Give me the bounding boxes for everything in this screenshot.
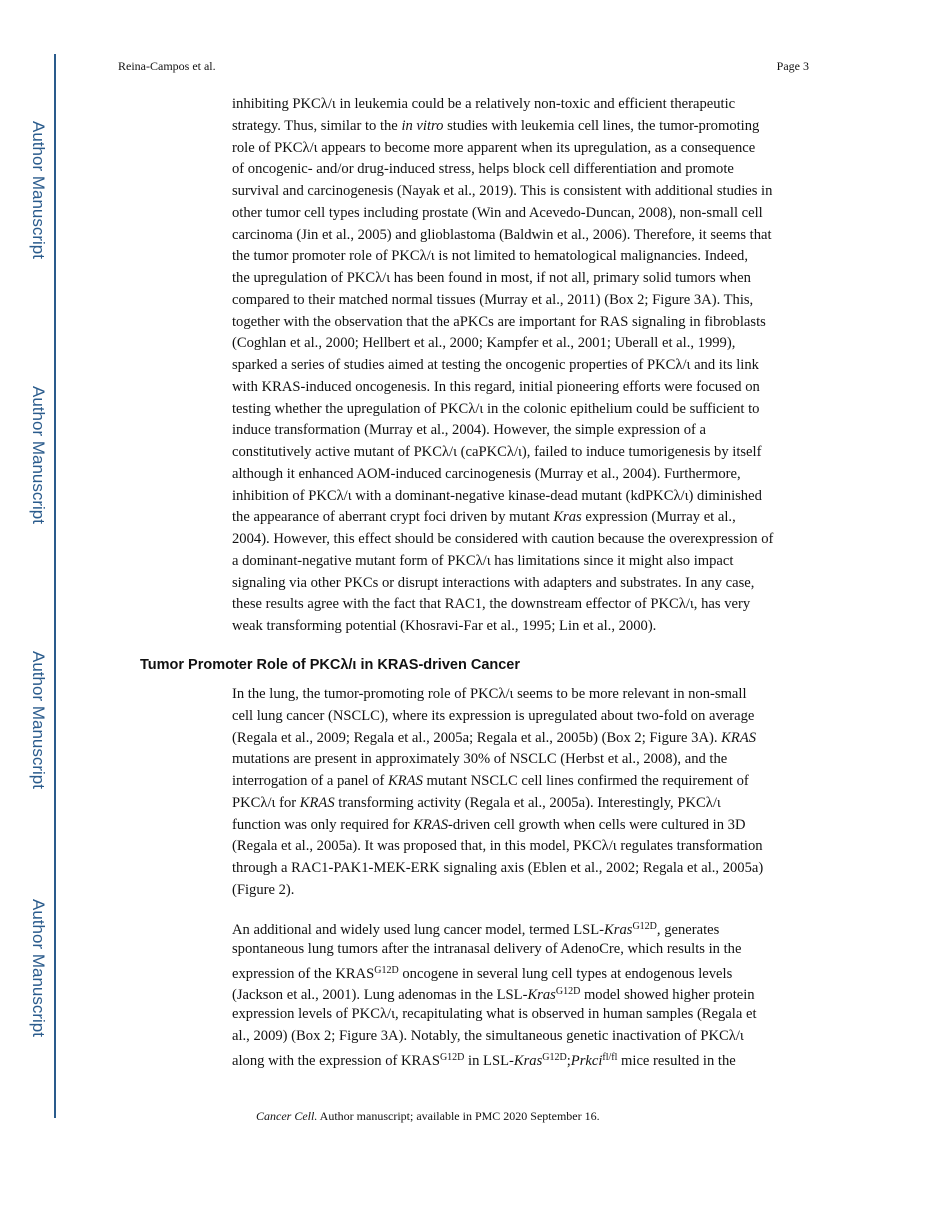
- text-segment: Kras: [553, 509, 582, 526]
- text-line: [232, 1005, 757, 1023]
- text-segment: mutations are present in approximately 30% of NSCLC (Herbst et al., 2008), and the: [232, 751, 728, 768]
- text-line: [232, 421, 706, 439]
- text-segment: G12D: [555, 986, 581, 998]
- text-segment: transforming activity (Regala et al., 2005a). Interestingly, PKCλ/ι: [334, 794, 721, 811]
- text-segment: testing whether the upregulation of PKCλ/ι in the colonic epithelium could be sufficient to: [232, 400, 760, 417]
- running-header-author: Reina-Campos et al.: [118, 59, 216, 73]
- text-segment: induce transformation (Murray et al., 2004). However, the simple expression of a: [232, 422, 706, 439]
- text-line: [232, 465, 741, 483]
- text-line: [232, 940, 741, 958]
- text-segment: In the lung, the tumor-promoting role of PKCλ/ι seems to be more relevant in non-small: [232, 686, 747, 702]
- text-line: [232, 552, 733, 570]
- author-manuscript-text: Author Manuscript: [29, 899, 48, 1037]
- text-line: [232, 226, 772, 244]
- text-line: [232, 881, 294, 899]
- footer-citation: [256, 1109, 600, 1124]
- text-segment: in LSL-: [464, 1052, 514, 1069]
- text-segment: KRAS: [388, 773, 423, 789]
- text-segment: a dominant-negative mutant form of PKCλ/ι has limitations since it might also impact: [232, 552, 734, 569]
- text-line: [232, 595, 750, 613]
- text-segment: strategy. Thus, similar to the: [232, 117, 402, 134]
- text-line: [232, 291, 753, 309]
- text-segment: KRAS: [413, 816, 449, 833]
- page-number: Page 3: [776, 59, 809, 73]
- text-line: [232, 794, 721, 812]
- text-segment: (Coghlan et al., 2000; Hellbert et al., 2000; Kampfer et al., 2001; Uberall et al., 1999),: [232, 335, 736, 352]
- text-line: [232, 95, 735, 113]
- text-segment: in vitro: [401, 117, 444, 134]
- text-line: [232, 685, 747, 703]
- text-segment: KRAS: [721, 729, 757, 746]
- text-segment: expression levels of PKCλ/ι, recapitulating what is observed in human samples (Regala et: [232, 1006, 757, 1022]
- text-segment: mutant NSCLC cell lines confirmed the requirement of: [422, 773, 749, 789]
- text-line: [232, 160, 734, 178]
- text-segment: weak transforming potential (Khosravi-Far et al., 1995; Lin et al., 2000).: [232, 618, 657, 634]
- text-segment: Prkci: [570, 1052, 603, 1069]
- text-segment: , generates: [656, 922, 720, 938]
- author-manuscript-text: Author Manuscript: [29, 651, 48, 789]
- text-segment: ;: [566, 1052, 571, 1069]
- text-line: [232, 816, 745, 834]
- margin-rule: [54, 54, 56, 1118]
- text-segment: oncogene in several lung cell types at endogenous levels: [398, 965, 733, 982]
- text-segment: together with the observation that the aPKCs are important for RAS signaling in fibroblasts: [232, 313, 766, 330]
- text-segment: sparked a series of studies aimed at testing the oncogenic properties of PKCλ/ι and its link: [232, 357, 759, 373]
- text-line: [232, 204, 763, 222]
- text-line: [232, 443, 761, 461]
- text-segment: interrogation of a panel of: [232, 773, 389, 789]
- text-segment: G12D: [439, 1051, 465, 1063]
- text-segment: although it enhanced AOM-induced carcinogenesis (Murray et al., 2004). Furthermore,: [232, 465, 741, 482]
- text-segment: mice resulted in the: [617, 1052, 736, 1069]
- text-line: [232, 729, 756, 747]
- text-line: [232, 269, 751, 287]
- text-segment: expression (Murray et al.,: [581, 509, 736, 526]
- text-line: [232, 837, 763, 855]
- text-segment: (Jackson et al., 2001). Lung adenomas in the LSL-: [232, 987, 528, 1004]
- text-line: [232, 400, 759, 418]
- text-segment: other tumor cell types including prostate (Win and Acevedo-Duncan, 2008), non-small cell: [232, 204, 763, 221]
- text-line: [232, 1027, 744, 1045]
- text-line: [232, 508, 736, 526]
- text-line: [232, 617, 656, 635]
- text-segment: these results agree with the fact that RAC1, the downstream effector of PKCλ/ι, has very: [232, 596, 751, 613]
- text-line: [232, 139, 755, 157]
- journal-name: Cancer Cell.: [256, 1109, 318, 1123]
- text-segment: the appearance of aberrant crypt foci driven by mutant: [232, 509, 554, 526]
- author-manuscript-text: Author Manuscript: [29, 121, 48, 259]
- text-segment: with KRAS-induced oncogenesis. In this regard, initial pioneering efforts were focused on: [232, 378, 760, 395]
- text-segment: G12D: [374, 964, 399, 976]
- text-segment: the tumor promoter role of PKCλ/ι is not limited to hematological malignancies. Indeed,: [232, 248, 748, 265]
- text-line: [232, 983, 755, 1004]
- text-line: [232, 750, 727, 768]
- text-segment: (Regala et al., 2005a). It was proposed that, in this model, PKCλ/ι regulates transformation: [232, 838, 763, 855]
- text-segment: Kras: [604, 922, 633, 938]
- text-segment: survival and carcinogenesis (Nayak et al., 2019). This is consistent with additional studies in: [232, 183, 773, 199]
- text-segment: the upregulation of PKCλ/ι has been found in most, if not all, primary solid tumors when: [232, 270, 751, 286]
- text-line: [232, 574, 754, 592]
- text-segment: fl/fl: [602, 1051, 618, 1063]
- text-segment: An additional and widely used lung cancer model, termed LSL-: [232, 922, 605, 938]
- text-segment: expression of the KRAS: [232, 965, 375, 982]
- text-segment: role of PKCλ/ι appears to become more apparent when its upregulation, as a consequence: [232, 139, 756, 156]
- text-segment: G12D: [632, 921, 657, 932]
- footer-text: Author manuscript; available in PMC 2020 September 16.: [317, 1109, 600, 1123]
- text-segment: constitutively active mutant of PKCλ/ι (caPKCλ/ι), failed to induce tumorigenesis by itself: [232, 444, 762, 460]
- text-line: [232, 707, 754, 725]
- section-heading: Tumor Promoter Role of PKCλ/ι in KRAS-driven Cancer: [140, 657, 521, 673]
- text-segment: studies with leukemia cell lines, the tumor-promoting: [443, 117, 760, 134]
- text-segment: 2004). However, this effect should be considered with caution because the overexpression of: [232, 531, 774, 547]
- text-segment: inhibition of PKCλ/ι with a dominant-negative kinase-dead mutant (kdPKCλ/ι) diminished: [232, 487, 762, 504]
- text-segment: PKCλ/ι for: [232, 794, 300, 811]
- text-segment: (Figure 2).: [232, 881, 295, 898]
- text-line: [232, 772, 749, 790]
- author-manuscript-text: Author Manuscript: [29, 386, 48, 524]
- text-line: [232, 356, 759, 374]
- text-segment: compared to their matched normal tissues (Murray et al., 2011) (Box 2; Figure 3A). This,: [232, 291, 754, 308]
- text-segment: spontaneous lung tumors after the intranasal delivery of AdenoCre, which results in the: [232, 940, 742, 957]
- text-line: [232, 182, 772, 200]
- text-line: [232, 487, 762, 505]
- text-segment: along with the expression of KRAS: [232, 1052, 440, 1069]
- text-line: [232, 918, 719, 939]
- text-segment: G12D: [542, 1051, 567, 1063]
- text-line: [232, 1049, 736, 1070]
- text-line: [232, 247, 748, 265]
- text-segment: cell lung cancer (NSCLC), where its expression is upregulated about two-fold on average: [232, 707, 755, 724]
- text-segment: signaling via other PKCs or disrupt interactions with adapters and substrates. In any case,: [232, 574, 755, 591]
- text-line: [232, 334, 735, 352]
- text-line: [232, 962, 732, 983]
- text-segment: Kras: [513, 1052, 543, 1069]
- text-segment: through a RAC1-PAK1-MEK-ERK signaling axis (Eblen et al., 2002; Regala et al., 2005a): [232, 860, 764, 876]
- text-segment: of oncogenic- and/or drug-induced stress, helps block cell differentiation and promote: [232, 161, 734, 178]
- text-segment: Kras: [527, 987, 556, 1004]
- text-line: [232, 313, 766, 331]
- text-segment: inhibiting PKCλ/ι in leukemia could be a relatively non-toxic and efficient therapeutic: [232, 96, 736, 112]
- text-line: [232, 859, 763, 877]
- text-segment: model showed higher protein: [580, 987, 755, 1004]
- text-line: [232, 378, 760, 396]
- text-segment: KRAS: [299, 794, 335, 811]
- text-segment: function was only required for: [232, 816, 414, 833]
- text-segment: carcinoma (Jin et al., 2005) and glioblastoma (Baldwin et al., 2006). Therefore, it seems that: [232, 226, 772, 243]
- text-segment: -driven cell growth when cells were cultured in 3D: [448, 816, 746, 833]
- text-segment: al., 2009) (Box 2; Figure 3A). Notably, the simultaneous genetic inactivation of PKCλ/ι: [232, 1027, 744, 1044]
- text-line: [232, 530, 773, 548]
- text-line: [232, 117, 759, 135]
- text-segment: (Regala et al., 2009; Regala et al., 2005a; Regala et al., 2005b) (Box 2; Figure 3A).: [232, 729, 722, 746]
